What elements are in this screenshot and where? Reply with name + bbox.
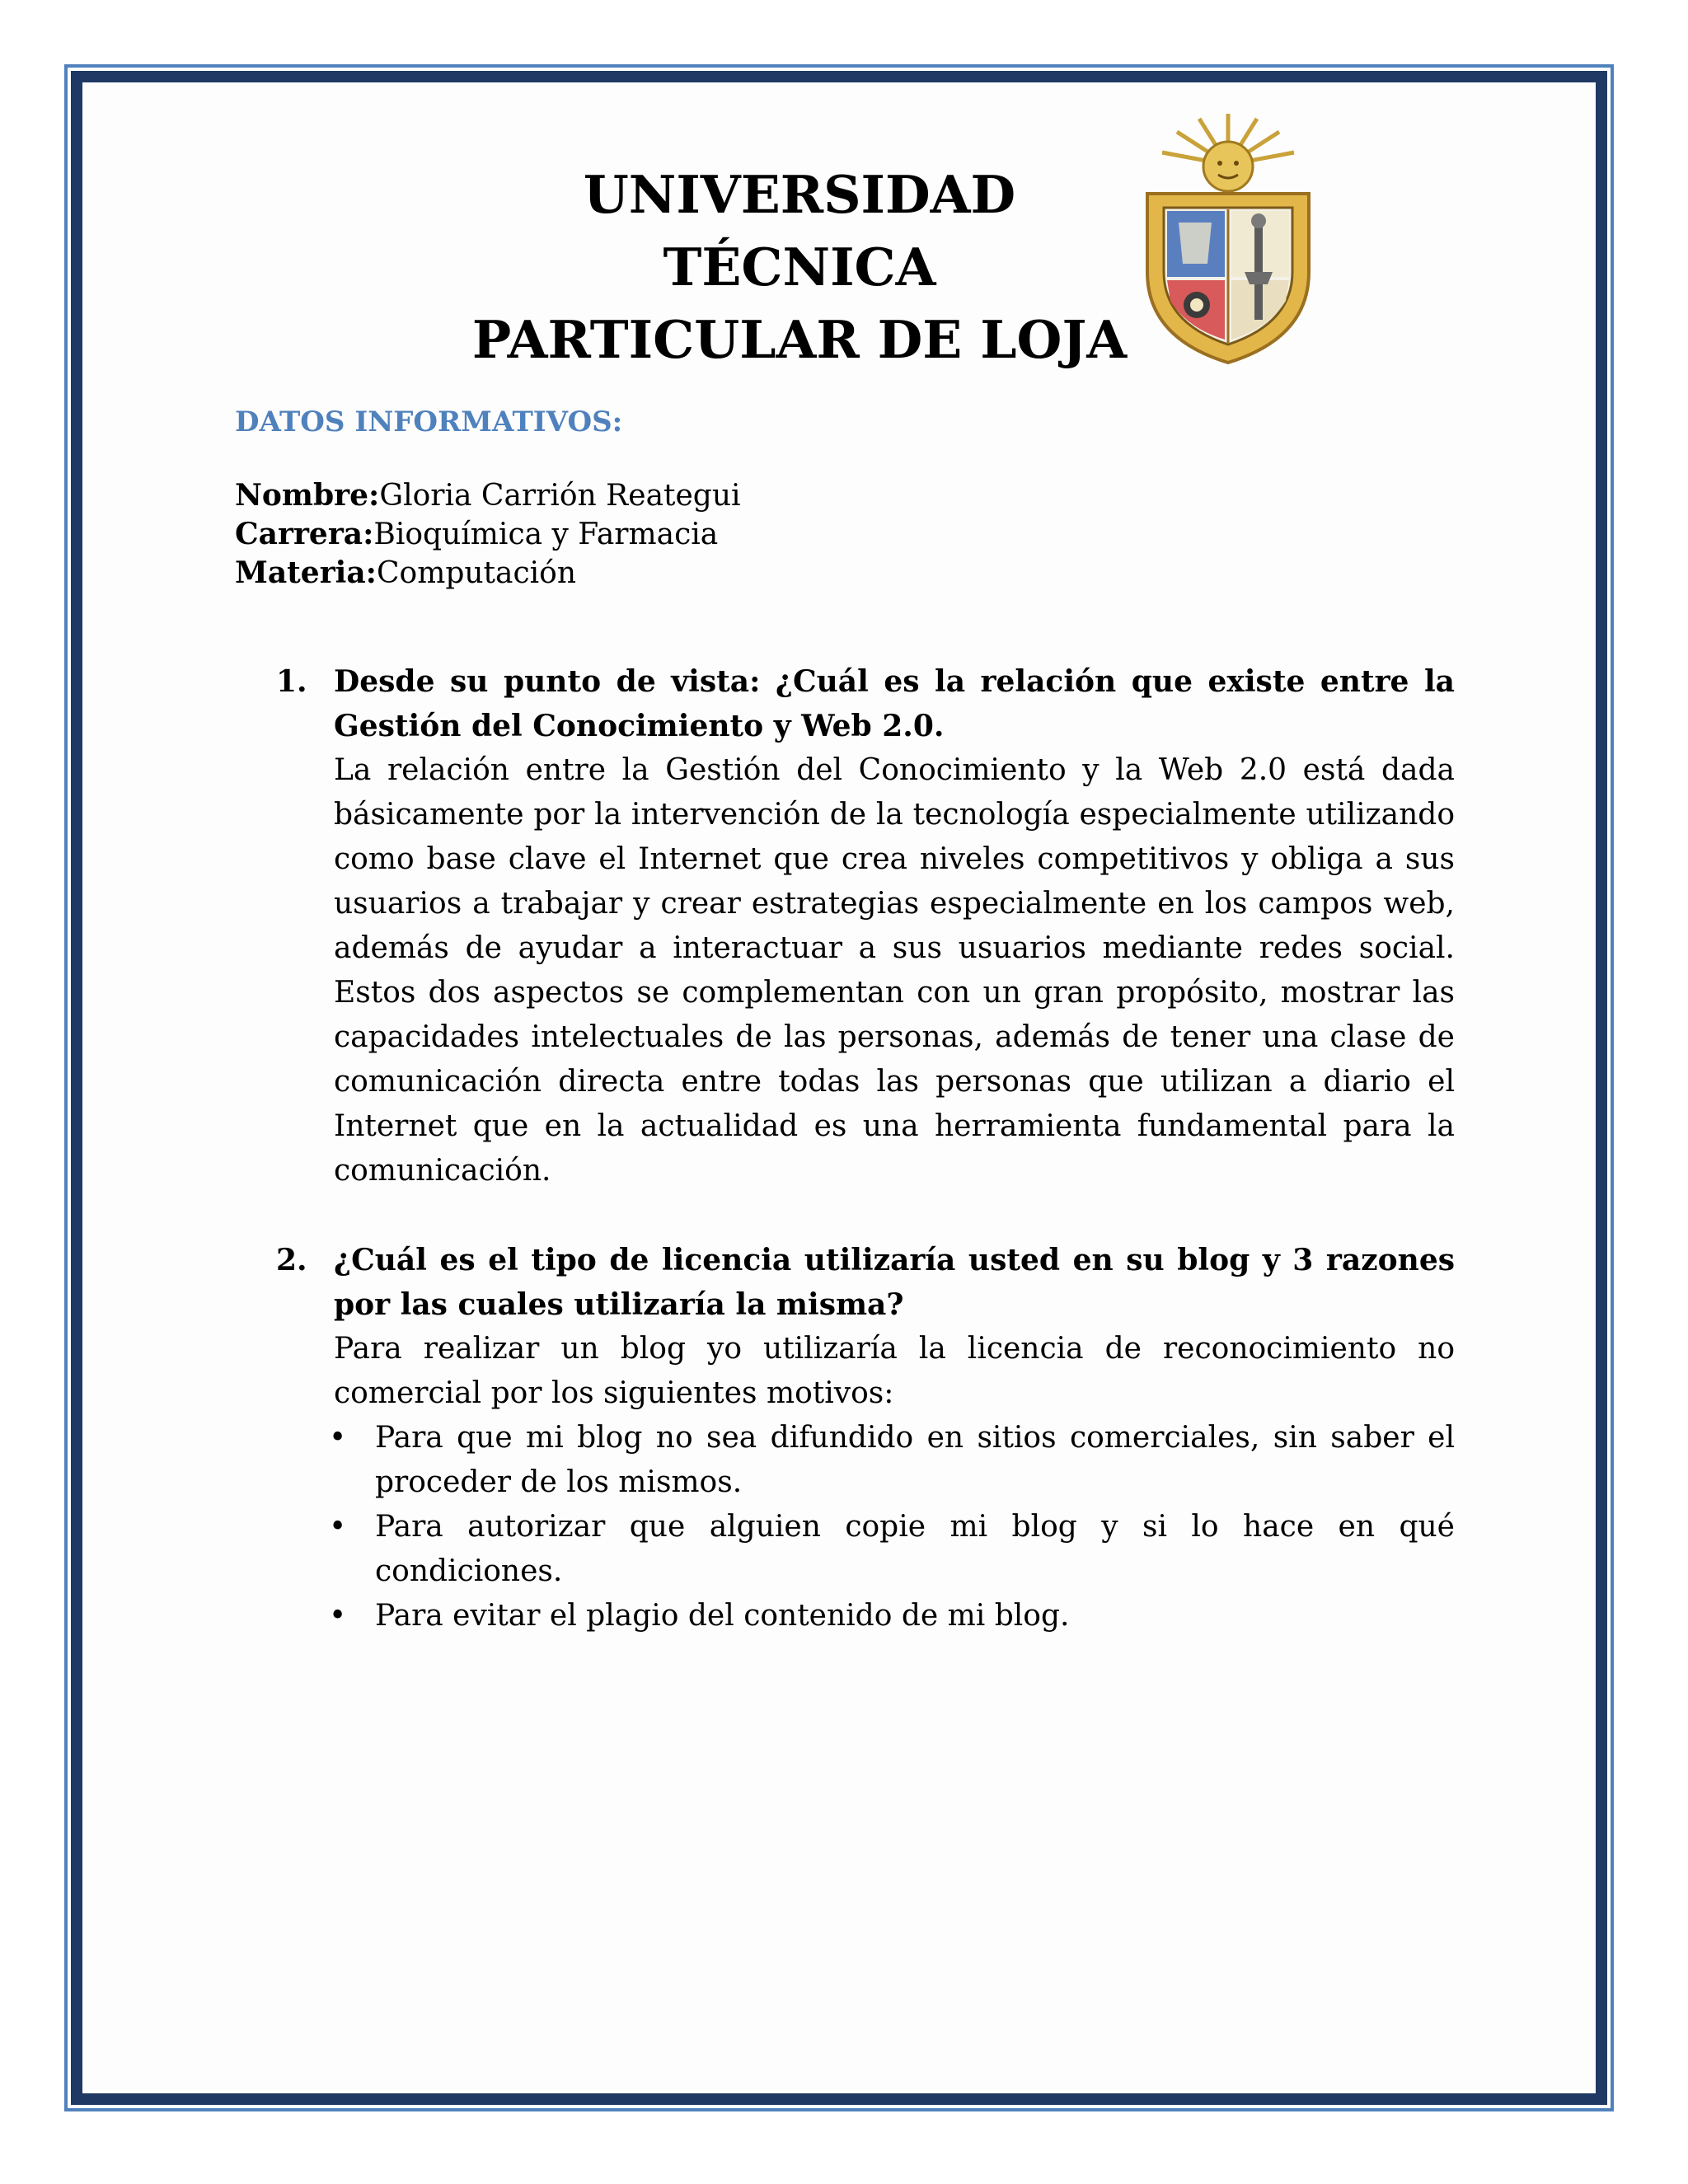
bullet-icon: •: [329, 1599, 347, 1633]
question-spacer: [276, 1193, 1455, 1238]
question-title: Desde su punto de vista: ¿Cuál es la relación que existe entre la Gestión del Conocimiento y Web 2.0.: [334, 664, 1455, 743]
question-number: 2.: [276, 1243, 307, 1277]
question-item-2: [276, 1238, 1455, 1416]
list-item-text: Para autorizar que alguien copie mi blog y si lo hace en qué condiciones.: [375, 1510, 1455, 1588]
materia-label: Materia:: [235, 555, 377, 590]
question-title: ¿Cuál es el tipo de licencia utilizaría usted en su blog y 3 razones por las cuales utilizaría la misma?: [334, 1243, 1455, 1322]
carrera-value: Bioquímica y Farmacia: [373, 518, 719, 551]
reasons-list: [276, 1416, 1455, 1638]
question-answer: Para realizar un blog yo utilizaría la licencia de reconocimiento no comercial por los siguientes motivos:: [334, 1332, 1455, 1410]
title-line-2: PARTICULAR DE LOJA: [471, 309, 1128, 370]
question-item-1: [276, 659, 1455, 1193]
list-item: [276, 1416, 1455, 1505]
question-number: 1.: [276, 664, 307, 699]
questions-list: [276, 659, 1455, 1638]
section-heading-datos: DATOS INFORMATIVOS:: [235, 405, 623, 438]
list-item-text: Para evitar el plagio del contenido de mi blog.: [375, 1599, 1070, 1633]
document-title: [445, 158, 1154, 376]
list-item: [276, 1594, 1455, 1638]
info-block: [235, 476, 741, 593]
list-item: [276, 1505, 1455, 1594]
bullet-icon: •: [329, 1421, 347, 1455]
carrera-label: Carrera:: [235, 517, 374, 551]
question-answer: La relación entre la Gestión del Conocimiento y la Web 2.0 está dada básicamente por la intervención de la tecnología especialmente utilizando como base clave el Internet que crea niveles competitivos y obliga a sus usuarios a trabajar y crear estrategias especialmente en los campos web, además de ayudar a interactuar a sus usuarios mediante redes social. Estos dos aspectos se complementan con un gran propósito, mostrar las capacidades intelectuales de las personas, además de tener una clase de comunicación directa entre todas las personas que utilizan a diario el Internet que en la actualidad es una herramienta fundamental para la comunicación.: [334, 753, 1455, 1188]
nombre-value: Gloria Carrión Reategui: [379, 479, 741, 513]
info-row-materia: [235, 554, 741, 593]
list-item-text: Para que mi blog no sea difundido en sitios comerciales, sin saber el proceder de los mismos.: [375, 1421, 1455, 1499]
bullet-icon: •: [329, 1510, 347, 1544]
nombre-label: Nombre:: [235, 478, 380, 513]
materia-value: Computación: [376, 556, 577, 590]
university-crest-icon: [1129, 107, 1327, 371]
info-row-nombre: [235, 476, 741, 515]
info-row-carrera: [235, 515, 741, 554]
title-line-1: UNIVERSIDAD TÉCNICA: [583, 164, 1016, 298]
